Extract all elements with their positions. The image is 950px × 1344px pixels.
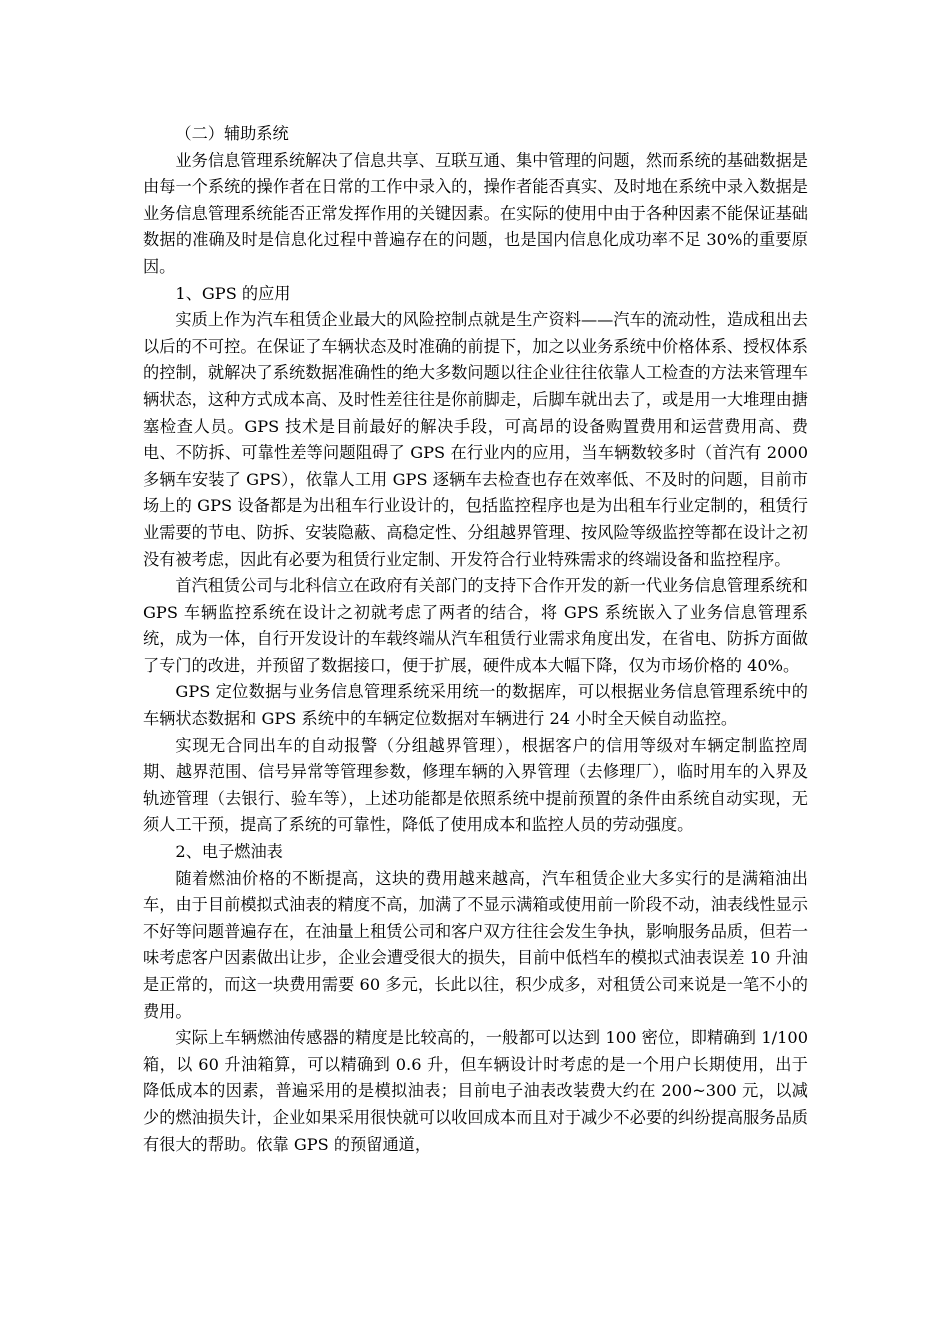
body-paragraph: 业务信息管理系统解决了信息共享、互联互通、集中管理的问题，然而系统的基础数据是由每一个系统的操作者在日常的工作中录入的，操作者能否真实、及时地在系统中录入数据是业务信息管理系统能否正常发挥作用的关键因素。在实际的使用中由于各种因素不能保证基础数据的准确及时是信息化过程中普遍存在的问题，也是国内信息化成功率不足 30%的重要原因。 — [143, 150, 808, 276]
body-paragraph: 实现无合同出车的自动报警（分组越界管理），根据客户的信用等级对车辆定制监控周期、越界范围、信号异常等管理参数，修理车辆的入界管理（去修理厂），临时用车的入界及轨迹管理（去银行、验车等），上述功能都是依照系统中提前预置的条件由系统自动实现，无须人工干预，提高了系统的可靠性，降低了使用成本和监控人员的劳动强度。 — [143, 735, 808, 835]
section-heading-gps: 1、GPS 的应用 — [175, 283, 291, 303]
body-paragraph: 实质上作为汽车租赁企业最大的风险控制点就是生产资料——汽车的流动性，造成租出去以后的不可控。在保证了车辆状态及时准确的前提下，加之以业务系统中价格体系、授权体系的控制，就解决了系统数据准确性的绝大多数问题以往企业往往依靠人工检查的方法来管理车辆状态，这种方式成本高、及时性差往往是你前脚走，后脚车就出去了，或是用一大堆理由搪塞检查人员。GPS 技术是目前最好的解决手段，可高昂的设备购置费用和运营费用高、费电、不防拆、可靠性差等问题阻碍了 GPS 在行业内的应用，当车辆数较多时（首汽有 2000 多辆车安装了 GPS），依靠人工用 GPS 逐辆车去检查也存在效率低、不及时的问题，目前市场上的 GPS 设备都是为出租车行业设计的，包括监控程序也是为出租车行业定制的，租赁行业需要的节电、防拆、安装隐蔽、高稳定性、分组越界管理、按风险等级监控等都在设计之初没有被考虑，因此有必要为租赁行业定制、开发符合行业特殊需求的终端设备和监控程序。 — [143, 310, 808, 569]
body-paragraph: GPS 定位数据与业务信息管理系统采用统一的数据库，可以根据业务信息管理系统中的车辆状态数据和 GPS 系统中的车辆定位数据对车辆进行 24 小时全天候自动监控。 — [143, 682, 808, 729]
body-paragraph: 首汽租赁公司与北科信立在政府有关部门的支持下合作开发的新一代业务信息管理系统和 GPS 车辆监控系统在设计之初就考虑了两者的结合，将 GPS 系统嵌入了业务信息管理系统，成为一体，自行开发设计的车载终端从汽车租赁行业需求角度出发，在省电、防拆方面做了专门的改进，并预留了数据接口，便于扩展，硬件成本大幅下降，仅为市场价格的 40%。 — [143, 576, 808, 675]
body-paragraph: 随着燃油价格的不断提高，这块的费用越来越高，汽车租赁企业大多实行的是满箱油出车，由于目前模拟式油表的精度不高，加满了不显示满箱或使用前一阶段不动，油表线性显示不好等问题普遍存在，在油量上租赁公司和客户双方往往会发生争执，影响服务品质，但若一味考虑客户因素做出让步，企业会遭受很大的损失，目前中低档车的模拟式油表误差 10 升油是正常的，而这一块费用需要 60 多元，长此以往，积少成多，对租赁公司来说是一笔不小的费用。 — [143, 868, 808, 1021]
document-page — [143, 121, 808, 1158]
section-heading-auxiliary-system: （二）辅助系统 — [175, 124, 289, 143]
section-heading-fuel-gauge: 2、电子燃油表 — [175, 842, 283, 862]
body-paragraph: 实际上车辆燃油传感器的精度是比较高的，一般都可以达到 100 密位，即精确到 1/100 箱，以 60 升油箱算，可以精确到 0.6 升，但车辆设计时考虑的是一个用户长期使用，出于降低成本的因素，普遍采用的是模拟油表；目前电子油表改装费大约在 200~300 元，以减少的燃油损失计，企业如果采用很快就可以收回成本而且对于减少不必要的纠纷提高服务品质有很大的帮助。依靠 GPS 的预留通道， — [143, 1028, 808, 1154]
